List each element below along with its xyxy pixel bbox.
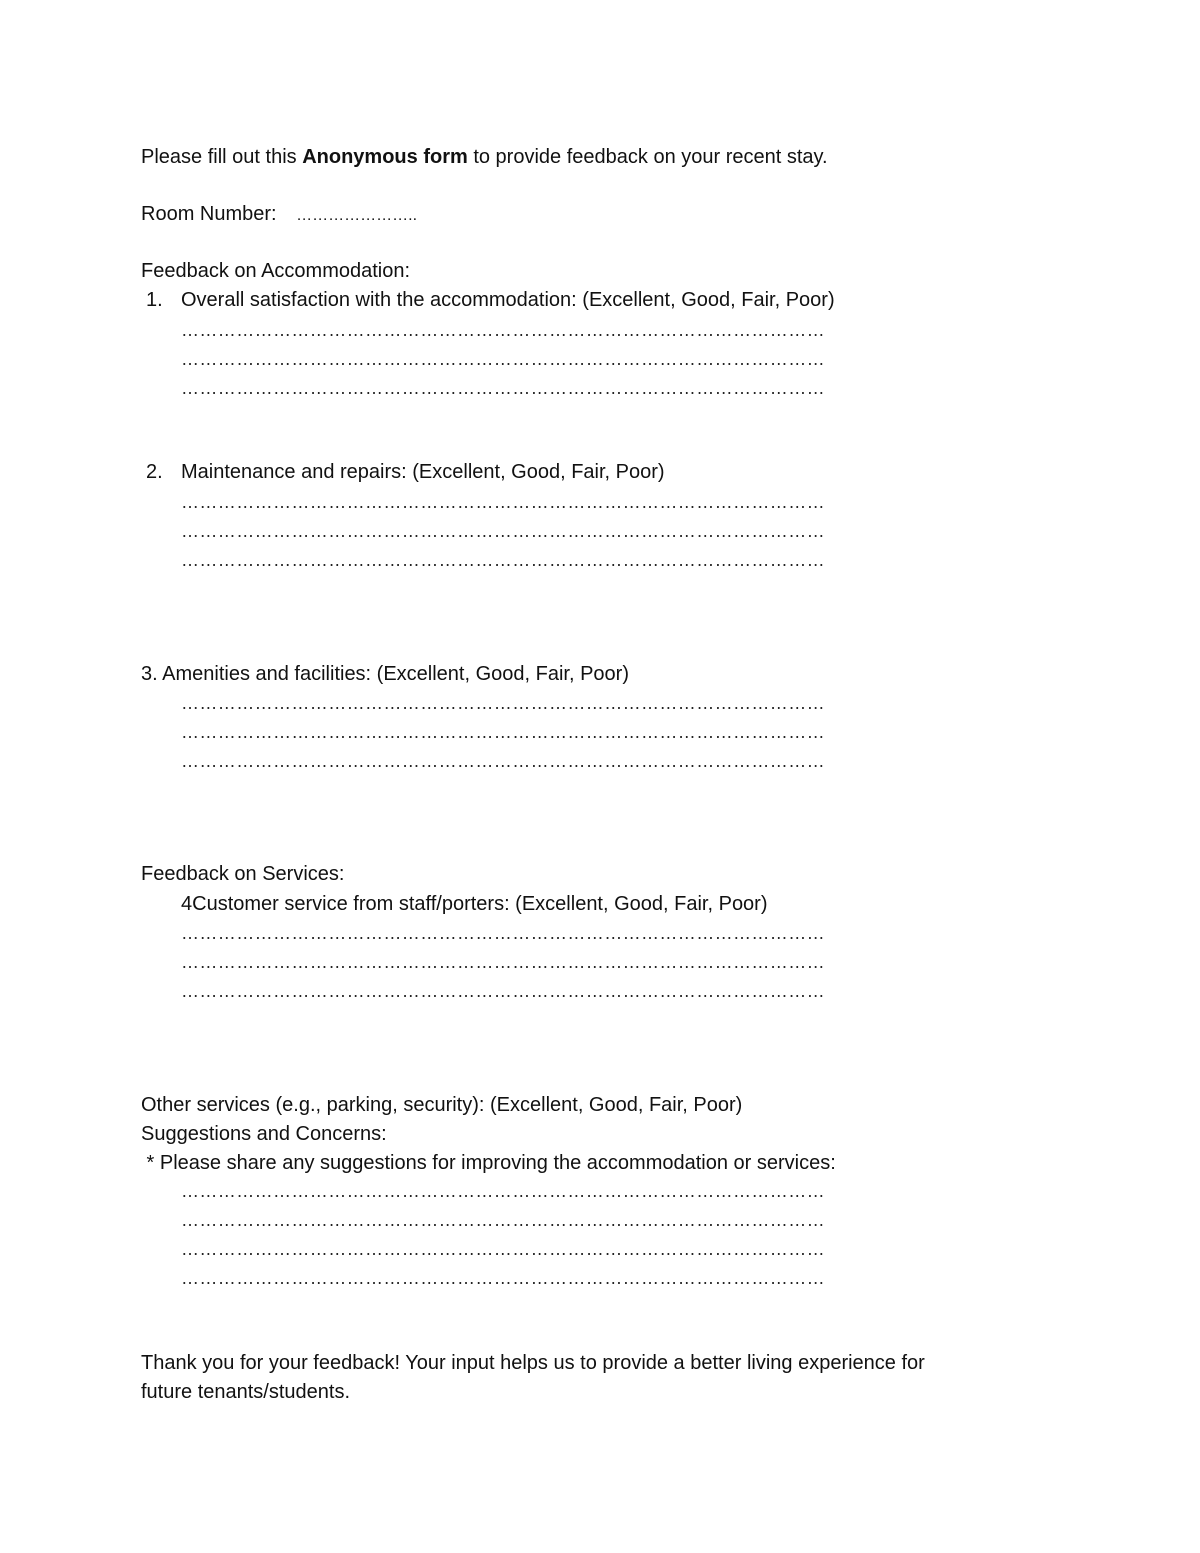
room-number-field[interactable]: ………………….. <box>296 207 418 224</box>
q2-answer-line[interactable]: …………………………………………………………………………………………… <box>181 521 825 541</box>
q2-question: Maintenance and repairs: (Excellent, Good, Fair, Poor) <box>181 461 665 483</box>
q3-answer-line[interactable]: …………………………………………………………………………………………… <box>181 751 825 771</box>
services-heading: Feedback on Services: <box>141 863 345 885</box>
q1-number: 1. <box>146 289 163 311</box>
q1-answer-line[interactable]: …………………………………………………………………………………………… <box>181 320 825 340</box>
thank-you-text: Thank you for your feedback! Your input helps us to provide a better living experience for <box>141 1352 925 1374</box>
q3-answer-line[interactable]: …………………………………………………………………………………………… <box>181 722 825 742</box>
q4-answer-line[interactable]: …………………………………………………………………………………………… <box>181 981 825 1001</box>
q1-question: Overall satisfaction with the accommodation: (Excellent, Good, Fair, Poor) <box>181 289 835 311</box>
intro-before: Please fill out this <box>141 146 303 168</box>
q3-answer-line[interactable]: …………………………………………………………………………………………… <box>181 693 825 713</box>
room-number-row <box>141 202 417 228</box>
other-services-question: Other services (e.g., parking, security): (Excellent, Good, Fair, Poor) <box>141 1094 743 1116</box>
q4-answer-line[interactable]: …………………………………………………………………………………………… <box>181 923 825 943</box>
suggestions-heading: Suggestions and Concerns: <box>141 1123 387 1145</box>
room-number-label: Room Number: <box>141 203 277 225</box>
intro-bold: Anonymous form <box>302 146 468 168</box>
q2-answer-line[interactable]: …………………………………………………………………………………………… <box>181 492 825 512</box>
thank-you-text-continued: future tenants/students. <box>141 1381 351 1403</box>
suggestions-answer-line[interactable]: …………………………………………………………………………………………… <box>181 1181 825 1201</box>
suggestions-prompt: * Please share any suggestions for improving the accommodation or services: <box>141 1152 836 1174</box>
accommodation-heading: Feedback on Accommodation: <box>141 260 411 282</box>
q4-answer-line[interactable]: …………………………………………………………………………………………… <box>181 952 825 972</box>
q1-answer-line[interactable]: …………………………………………………………………………………………… <box>181 378 825 398</box>
q1-answer-line[interactable]: …………………………………………………………………………………………… <box>181 349 825 369</box>
q4-question: 4Customer service from staff/porters: (Excellent, Good, Fair, Poor) <box>181 893 768 915</box>
suggestions-answer-line[interactable]: …………………………………………………………………………………………… <box>181 1268 825 1288</box>
q2-number: 2. <box>146 461 163 483</box>
intro-text <box>141 145 828 169</box>
intro-after: to provide feedback on your recent stay. <box>467 146 828 168</box>
q3-question: 3. Amenities and facilities: (Excellent, Good, Fair, Poor) <box>141 663 629 685</box>
q2-answer-line[interactable]: …………………………………………………………………………………………… <box>181 550 825 570</box>
suggestions-answer-line[interactable]: …………………………………………………………………………………………… <box>181 1210 825 1230</box>
suggestions-answer-line[interactable]: …………………………………………………………………………………………… <box>181 1239 825 1259</box>
